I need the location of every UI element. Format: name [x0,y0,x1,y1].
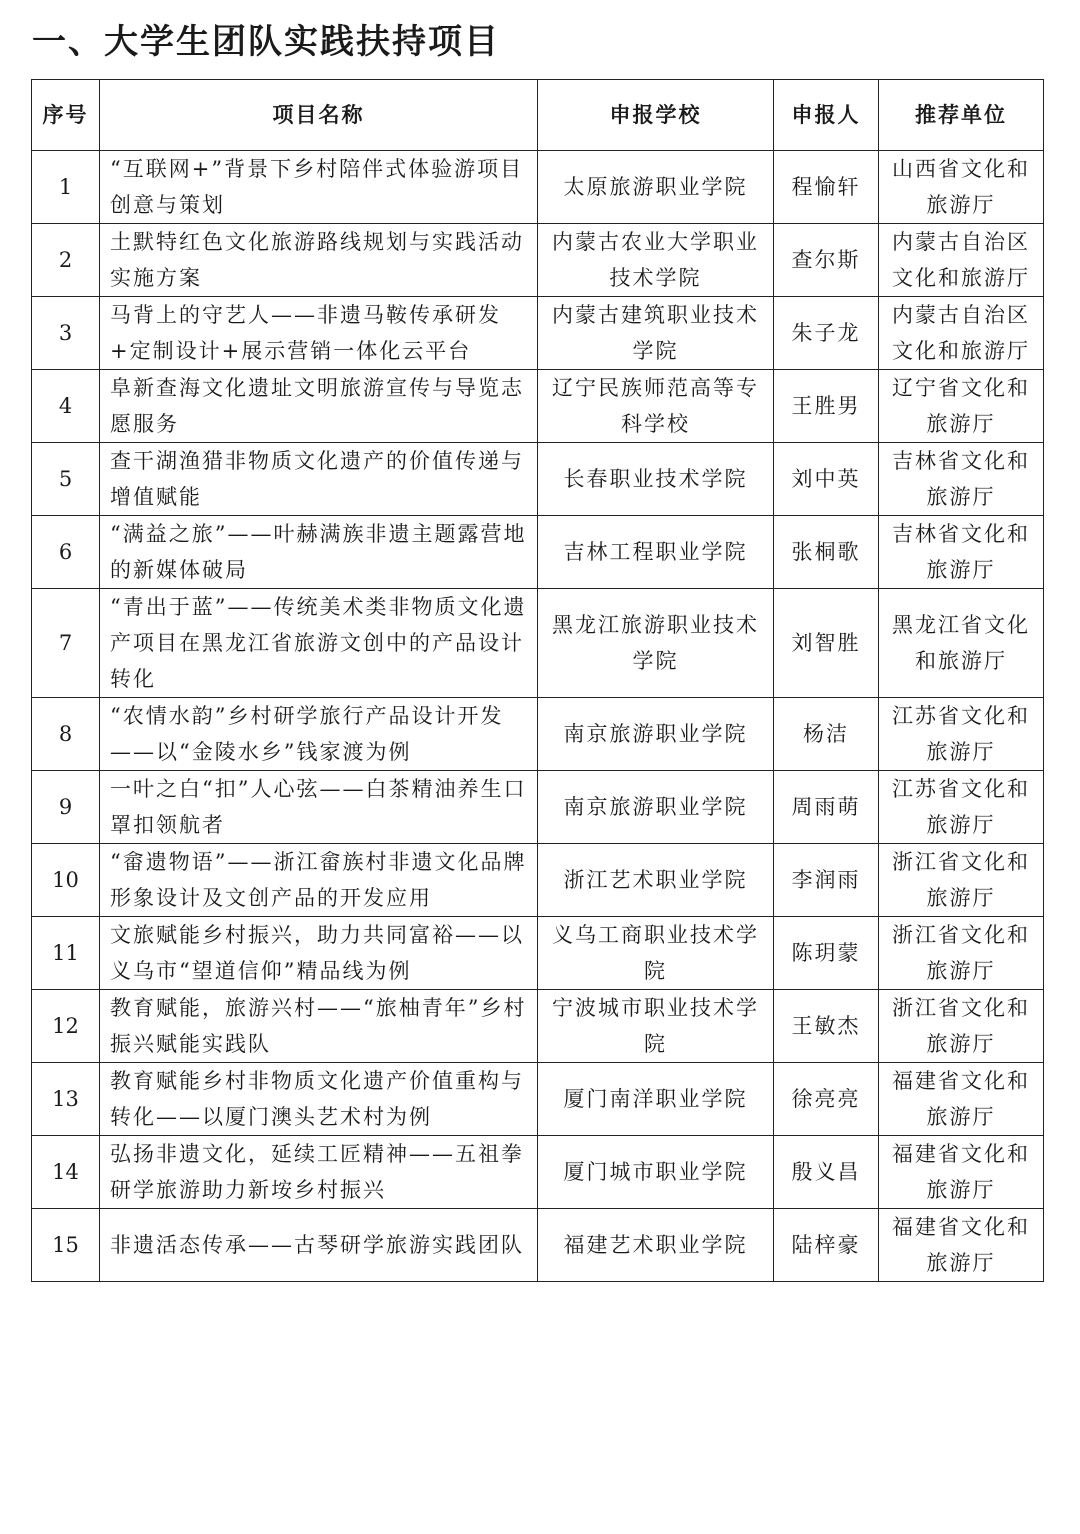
row-applicant: 朱子龙 [774,297,879,370]
table-row [32,443,1044,516]
row-school: 义乌工商职业技术学院 [538,917,774,990]
row-name: 阜新查海文化遗址文明旅游宣传与导览志愿服务 [100,370,538,443]
row-recommender: 浙江省文化和旅游厅 [879,844,1044,917]
row-school: 吉林工程职业学院 [538,516,774,589]
row-recommender: 黑龙江省文化和旅游厅 [879,589,1044,698]
row-no: 14 [32,1136,100,1209]
row-no: 9 [32,771,100,844]
row-school: 太原旅游职业学院 [538,151,774,224]
row-name: 非遗活态传承——古琴研学旅游实践团队 [100,1209,538,1282]
row-school: 黑龙江旅游职业技术学院 [538,589,774,698]
table-row [32,589,1044,698]
row-name: 查干湖渔猎非物质文化遗产的价值传递与增值赋能 [100,443,538,516]
header-recommender: 推荐单位 [879,80,1044,151]
row-no: 2 [32,224,100,297]
row-applicant: 刘中英 [774,443,879,516]
header-school: 申报学校 [538,80,774,151]
row-school: 南京旅游职业学院 [538,771,774,844]
row-school: 福建艺术职业学院 [538,1209,774,1282]
row-recommender: 吉林省文化和旅游厅 [879,516,1044,589]
row-recommender: 江苏省文化和旅游厅 [879,771,1044,844]
table-row [32,844,1044,917]
row-recommender: 吉林省文化和旅游厅 [879,443,1044,516]
row-no: 6 [32,516,100,589]
table-row [32,1209,1044,1282]
table-row [32,917,1044,990]
row-recommender: 内蒙古自治区文化和旅游厅 [879,297,1044,370]
header-applicant: 申报人 [774,80,879,151]
page-heading: 一、大学生团队实践扶持项目 [32,22,500,62]
row-applicant: 陆梓豪 [774,1209,879,1282]
table-row [32,370,1044,443]
table-row [32,516,1044,589]
row-recommender: 内蒙古自治区文化和旅游厅 [879,224,1044,297]
table-header-row [32,80,1044,151]
row-no: 4 [32,370,100,443]
row-school: 厦门城市职业学院 [538,1136,774,1209]
row-no: 10 [32,844,100,917]
row-applicant: 殷义昌 [774,1136,879,1209]
row-no: 5 [32,443,100,516]
row-school: 辽宁民族师范高等专科学校 [538,370,774,443]
row-recommender: 福建省文化和旅游厅 [879,1063,1044,1136]
table-row [32,698,1044,771]
row-applicant: 陈玥蒙 [774,917,879,990]
row-applicant: 周雨萌 [774,771,879,844]
row-no: 7 [32,589,100,698]
table-body [32,151,1044,1282]
header-no: 序号 [32,80,100,151]
row-no: 1 [32,151,100,224]
row-name: 土默特红色文化旅游路线规划与实践活动实施方案 [100,224,538,297]
row-recommender: 山西省文化和旅游厅 [879,151,1044,224]
row-name: “畲遗物语”——浙江畲族村非遗文化品牌形象设计及文创产品的开发应用 [100,844,538,917]
row-recommender: 福建省文化和旅游厅 [879,1209,1044,1282]
row-no: 3 [32,297,100,370]
row-recommender: 福建省文化和旅游厅 [879,1136,1044,1209]
row-name: 马背上的守艺人——非遗马鞍传承研发+定制设计+展示营销一体化云平台 [100,297,538,370]
row-name: “满益之旅”——叶赫满族非遗主题露营地的新媒体破局 [100,516,538,589]
row-name: “青出于蓝”——传统美术类非物质文化遗产项目在黑龙江省旅游文创中的产品设计转化 [100,589,538,698]
table-row [32,1063,1044,1136]
row-applicant: 王胜男 [774,370,879,443]
row-no: 15 [32,1209,100,1282]
row-applicant: 张桐歌 [774,516,879,589]
row-applicant: 刘智胜 [774,589,879,698]
row-applicant: 杨洁 [774,698,879,771]
row-school: 浙江艺术职业学院 [538,844,774,917]
row-recommender: 江苏省文化和旅游厅 [879,698,1044,771]
row-recommender: 浙江省文化和旅游厅 [879,917,1044,990]
row-name: “农情水韵”乡村研学旅行产品设计开发——以“金陵水乡”钱家渡为例 [100,698,538,771]
row-recommender: 辽宁省文化和旅游厅 [879,370,1044,443]
row-no: 11 [32,917,100,990]
row-no: 13 [32,1063,100,1136]
projects-table [31,79,1044,1282]
row-no: 8 [32,698,100,771]
header-name: 项目名称 [100,80,538,151]
row-applicant: 查尔斯 [774,224,879,297]
table-row [32,1136,1044,1209]
row-school: 长春职业技术学院 [538,443,774,516]
table-row [32,151,1044,224]
table-row [32,224,1044,297]
row-name: 教育赋能乡村非物质文化遗产价值重构与转化——以厦门澳头艺术村为例 [100,1063,538,1136]
row-school: 厦门南洋职业学院 [538,1063,774,1136]
row-name: 一叶之白“扣”人心弦——白茶精油养生口罩扣领航者 [100,771,538,844]
table-row [32,297,1044,370]
row-applicant: 李润雨 [774,844,879,917]
row-name: “互联网+”背景下乡村陪伴式体验游项目创意与策划 [100,151,538,224]
row-name: 文旅赋能乡村振兴，助力共同富裕——以义乌市“望道信仰”精品线为例 [100,917,538,990]
row-recommender: 浙江省文化和旅游厅 [879,990,1044,1063]
row-applicant: 程愉轩 [774,151,879,224]
table-row [32,771,1044,844]
row-school: 南京旅游职业学院 [538,698,774,771]
table-row [32,990,1044,1063]
row-school: 内蒙古农业大学职业技术学院 [538,224,774,297]
row-applicant: 王敏杰 [774,990,879,1063]
row-applicant: 徐亮亮 [774,1063,879,1136]
row-school: 宁波城市职业技术学院 [538,990,774,1063]
row-school: 内蒙古建筑职业技术学院 [538,297,774,370]
row-no: 12 [32,990,100,1063]
row-name: 弘扬非遗文化，延续工匠精神——五祖拳研学旅游助力新垵乡村振兴 [100,1136,538,1209]
row-name: 教育赋能，旅游兴村——“旅柚青年”乡村振兴赋能实践队 [100,990,538,1063]
